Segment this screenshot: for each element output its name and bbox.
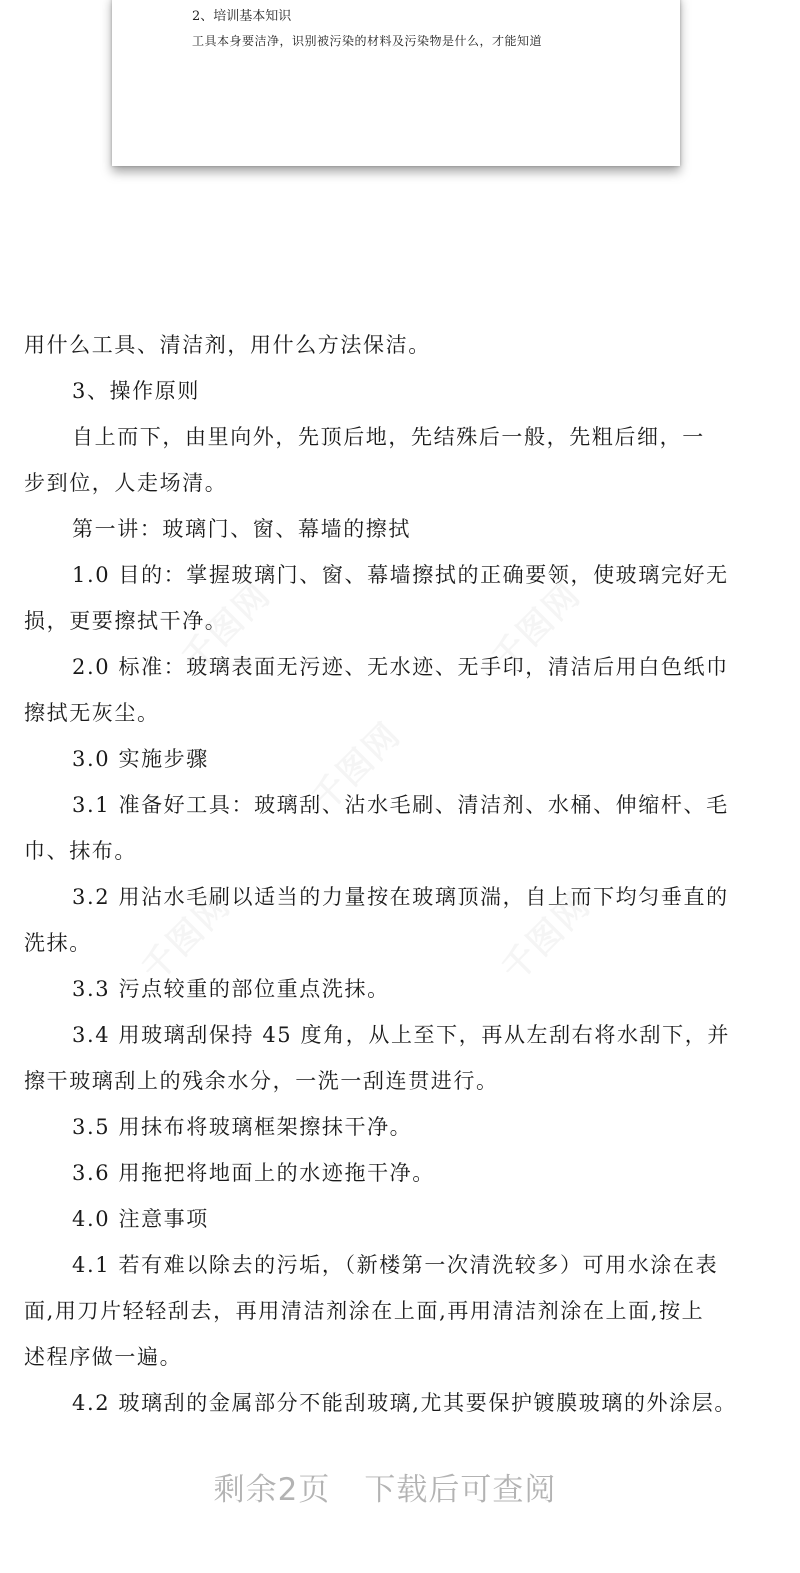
watermark: 千图网 bbox=[174, 574, 279, 680]
doc-line: 3、操作原则 bbox=[72, 379, 200, 403]
doc-line: 巾、抹布。 bbox=[24, 839, 137, 863]
doc-line: 3.3 污点较重的部位重点洗抹。 bbox=[72, 977, 390, 1001]
doc-line: 用什么工具、清洁剂，用什么方法保洁。 bbox=[24, 333, 431, 357]
doc-line: 面,用刀片轻轻刮去，再用清洁剂涂在上面,再用清洁剂涂在上面,按上 bbox=[24, 1299, 705, 1323]
doc-line: 损，更要擦拭干净。 bbox=[24, 609, 228, 633]
doc-line: 3.4 用玻璃刮保持 45 度角，从上至下，再从左刮右将水刮下，并 bbox=[72, 1023, 730, 1047]
doc-line: 4.2 玻璃刮的金属部分不能刮玻璃,尤其要保护镀膜玻璃的外涂层。 bbox=[72, 1391, 737, 1415]
doc-line: 3.1 准备好工具：玻璃刮、沾水毛刷、清洁剂、水桶、伸缩杆、毛 bbox=[72, 793, 729, 817]
preview-heading: 2、培训基本知识 bbox=[192, 9, 292, 24]
doc-line: 3.6 用拖把将地面上的水迹拖干净。 bbox=[72, 1161, 435, 1185]
doc-line: 步到位，人走场清。 bbox=[24, 471, 228, 495]
doc-line: 自上而下，由里向外，先顶后地，先结殊后一般，先粗后细，一 bbox=[72, 425, 705, 449]
watermark: 千图网 bbox=[134, 884, 239, 990]
watermark: 千图网 bbox=[304, 714, 409, 820]
doc-line: 述程序做一遍。 bbox=[24, 1345, 183, 1369]
doc-line: 擦干玻璃刮上的残余水分，一洗一刮连贯进行。 bbox=[24, 1069, 499, 1093]
doc-line: 4.0 注意事项 bbox=[72, 1207, 209, 1231]
document-body bbox=[24, 322, 776, 1426]
doc-line: 3.2 用沾水毛刷以适当的力量按在玻璃顶湍，自上而下均匀垂直的 bbox=[72, 885, 729, 909]
preview-text: 工具本身要洁净，识别被污染的材料及污染物是什么，才能知道 bbox=[192, 34, 543, 48]
watermark: 千图网 bbox=[494, 884, 599, 990]
doc-line: 3.0 实施步骤 bbox=[72, 747, 209, 771]
doc-line: 2.0 标准：玻璃表面无污迹、无水迹、无手印，清洁后用白色纸巾 bbox=[72, 655, 729, 679]
preview-card bbox=[112, 0, 680, 166]
doc-line: 4.1 若有难以除去的污垢，（新楼第一次清洗较多）可用水涂在表 bbox=[72, 1253, 719, 1277]
doc-line: 1.0 目的：掌握玻璃门、窗、幕墙擦拭的正确要领，使玻璃完好无 bbox=[72, 563, 729, 587]
remaining-pages-label: 剩余2页 bbox=[213, 1472, 331, 1508]
doc-line: 3.5 用抹布将玻璃框架擦抹干净。 bbox=[72, 1115, 413, 1139]
download-to-read-label: 下载后可查阅 bbox=[364, 1472, 557, 1508]
doc-line: 洗抹。 bbox=[24, 931, 92, 955]
doc-line: 擦拭无灰尘。 bbox=[24, 701, 160, 725]
watermark: 千图网 bbox=[484, 574, 589, 680]
download-prompt[interactable] bbox=[0, 1466, 770, 1514]
doc-line: 第一讲：玻璃门、窗、幕墙的擦拭 bbox=[72, 517, 411, 541]
